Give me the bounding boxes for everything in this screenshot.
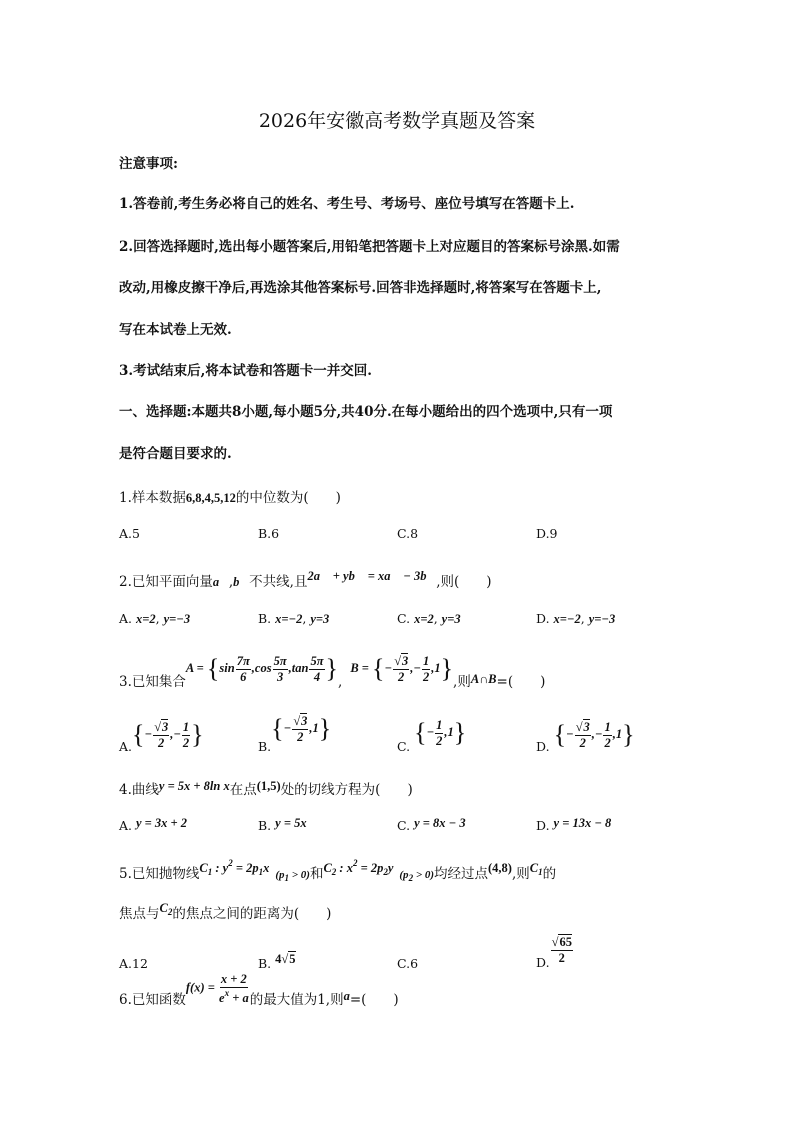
question-6-post: 的最大值为1,则 <box>249 992 344 1008</box>
option-set: {− $\frac{√3}{2}$ ,1} <box>271 714 332 744</box>
question-5-post2: 的 <box>542 866 557 882</box>
set-b: B = {− $\frac{√3}{2}$ ,− $\frac{1}{2}$ ,1} <box>350 654 454 684</box>
question-3-option-d <box>536 708 635 754</box>
option-x: x=−2 <box>553 612 581 626</box>
option-equation: y = 5x <box>275 816 307 830</box>
question-2-equation: 2a⃗ + yb⃗ = xa⃗ − 3b⃗ <box>307 569 437 583</box>
option-x: x=2 <box>136 612 156 626</box>
point: (4,8) <box>488 861 512 875</box>
question-3-option-b <box>258 708 331 754</box>
var-a: a <box>343 989 350 1003</box>
question-3-pre: 3.已知集合 <box>119 674 186 690</box>
option-label: A. <box>119 818 133 833</box>
question-4-option-b <box>258 818 307 834</box>
section-heading-line-2: 是符合题目要求的. <box>119 446 232 462</box>
question-5-pre: 5.已知抛物线 <box>119 866 200 882</box>
option-label: D. <box>536 818 550 833</box>
question-2-option-d: D. x=−2, y=−3 <box>536 611 616 626</box>
question-5-option-d <box>536 934 574 970</box>
option-y: y=3 <box>310 612 330 626</box>
option-value: $\frac{√65}{2}$ <box>551 935 572 965</box>
question-2-post: ,则( ) <box>436 574 492 590</box>
question-5-option-b <box>258 952 296 972</box>
question-2-sep: , <box>228 574 234 590</box>
parabola-c1: $C_1$ : $y^2 = 2p_1x$ <box>199 858 270 877</box>
function-f: f(x) = $\frac{x + 2}{e^x + a}$ <box>185 972 249 1005</box>
question-5-line-2 <box>119 902 331 923</box>
question-2-pre: 2.已知平面向量 <box>119 574 213 590</box>
question-4-option-c <box>397 818 466 834</box>
option-label: C. <box>397 739 411 754</box>
option-label: A. <box>119 739 133 754</box>
section-heading-line-1: 一、选择题:本题共8小题,每小题5分,共40分.在每小题给出的四个选项中,只有一项 <box>119 404 613 420</box>
point: (1,5) <box>256 779 281 793</box>
question-2-mid: 不共线,且 <box>249 574 308 590</box>
question-5-line2-pre: 焦点与 <box>119 906 160 922</box>
question-2 <box>119 570 492 590</box>
option-x: x=2 <box>414 612 434 626</box>
c2-ref: $C_2$ <box>159 901 173 917</box>
question-1-post: 的中位数为( ) <box>235 490 341 506</box>
option-equation: y = 8x − 3 <box>414 816 466 830</box>
question-3-option-a <box>119 708 204 754</box>
notice-item-1: 1.答卷前,考生务必将自己的姓名、考生号、考场号、座位号填写在答题卡上. <box>119 196 575 212</box>
question-5-and: 和 <box>309 866 324 882</box>
option-label: D. <box>536 611 550 626</box>
question-4-mid: 在点 <box>229 782 257 798</box>
option-set: {− $\frac{√3}{2}$ ,− $\frac{1}{2}$ } <box>132 720 204 750</box>
option-label: B. <box>258 818 272 833</box>
question-3-option-c <box>397 708 466 754</box>
question-3-post: ,则 <box>453 674 471 690</box>
option-label: B. <box>258 739 272 754</box>
question-2-option-b: B. x=−2, y=3 <box>258 611 330 626</box>
question-5-option-a: A.12 <box>119 956 148 971</box>
option-label: A. <box>119 611 133 626</box>
question-1-pre: 1.样本数据 <box>119 490 186 506</box>
question-1-option-c: C.8 <box>397 526 419 541</box>
question-2-option-c: C. x=2, y=3 <box>397 611 461 626</box>
question-4-option-a <box>119 818 187 834</box>
question-3-tail: =( ) <box>496 674 546 690</box>
question-2-option-a: A. x=2, y=−3 <box>119 611 191 626</box>
question-4-pre: 4.曲线 <box>119 782 159 798</box>
option-equation: y = 13x − 8 <box>553 816 612 830</box>
parabola-c2: $C_2$ : $x^2 = 2p_2y$ <box>323 858 394 877</box>
option-y: y=3 <box>441 612 461 626</box>
question-4-option-d <box>536 818 611 834</box>
curve-equation: y = 5x + 8ln x <box>158 779 230 793</box>
question-6 <box>119 972 399 1016</box>
notice-item-2-line-2: 改动,用橡皮擦干净后,再选涂其他答案标号.回答非选择题时,将答案写在答题卡上, <box>119 280 602 296</box>
option-label: D. <box>536 739 550 754</box>
question-5-option-c: C.6 <box>397 956 419 971</box>
option-set: {− $\frac{1}{2}$ ,1} <box>414 718 467 748</box>
question-1-option-a: A.5 <box>119 526 140 541</box>
vector-b: b⃗ <box>233 575 250 589</box>
notice-item-2-line-3: 写在本试卷上无效. <box>119 322 232 338</box>
question-1-option-d: D.9 <box>536 526 558 541</box>
question-5-post: ,则 <box>511 866 530 882</box>
question-4 <box>119 778 413 798</box>
question-6-tail: =( ) <box>349 992 399 1008</box>
question-6-pre: 6.已知函数 <box>119 992 186 1008</box>
question-3 <box>119 646 545 696</box>
question-5-line2-post: 的焦点之间的距离为( ) <box>172 906 332 922</box>
question-3-mid: , <box>338 674 343 690</box>
question-4-post: 处的切线方程为( ) <box>280 782 413 798</box>
question-5-mid: 均经过点 <box>434 866 488 882</box>
vector-a: a⃗ <box>212 575 229 589</box>
notice-heading: 注意事项: <box>119 156 178 172</box>
c1-ref: $C_1$ <box>529 861 543 877</box>
option-label: D. <box>536 955 550 970</box>
page-title: 2026年安徽高考数学真题及答案 <box>258 110 536 132</box>
question-1-option-b: B.6 <box>258 526 280 541</box>
notice-item-2-line-1: 2.回答选择题时,选出每小题答案后,用铅笔把答题卡上对应题目的答案标号涂黑.如需 <box>119 239 620 255</box>
option-equation: y = 3x + 2 <box>136 816 188 830</box>
option-y: y=−3 <box>588 612 616 626</box>
option-y: y=−3 <box>163 612 191 626</box>
notice-item-3: 3.考试结束后,将本试卷和答题卡一并交回. <box>119 363 372 379</box>
option-value: 4√5 <box>275 952 296 966</box>
set-a: A = {sin $\frac{7\pi}{6}$ ,cos $\frac{5\pi}{3}$ ,tan $\frac{5\pi}{4}$ } <box>185 654 339 684</box>
option-x: x=−2 <box>275 612 303 626</box>
option-set: {− $\frac{√3}{2}$ ,− $\frac{1}{2}$ ,1} <box>553 720 635 750</box>
question-1 <box>119 486 341 506</box>
option-label: C. <box>397 818 411 833</box>
option-label: C. <box>397 611 411 626</box>
option-label: B. <box>258 956 272 971</box>
question-5 <box>119 858 557 883</box>
question-1-data: 6,8,4,5,12 <box>185 491 236 505</box>
p2-condition: $(p_2 > 0)$ <box>399 869 434 883</box>
intersection: A∩B <box>470 672 497 686</box>
option-label: B. <box>258 611 272 626</box>
p1-condition: $(p_1 > 0)$ <box>275 869 310 883</box>
